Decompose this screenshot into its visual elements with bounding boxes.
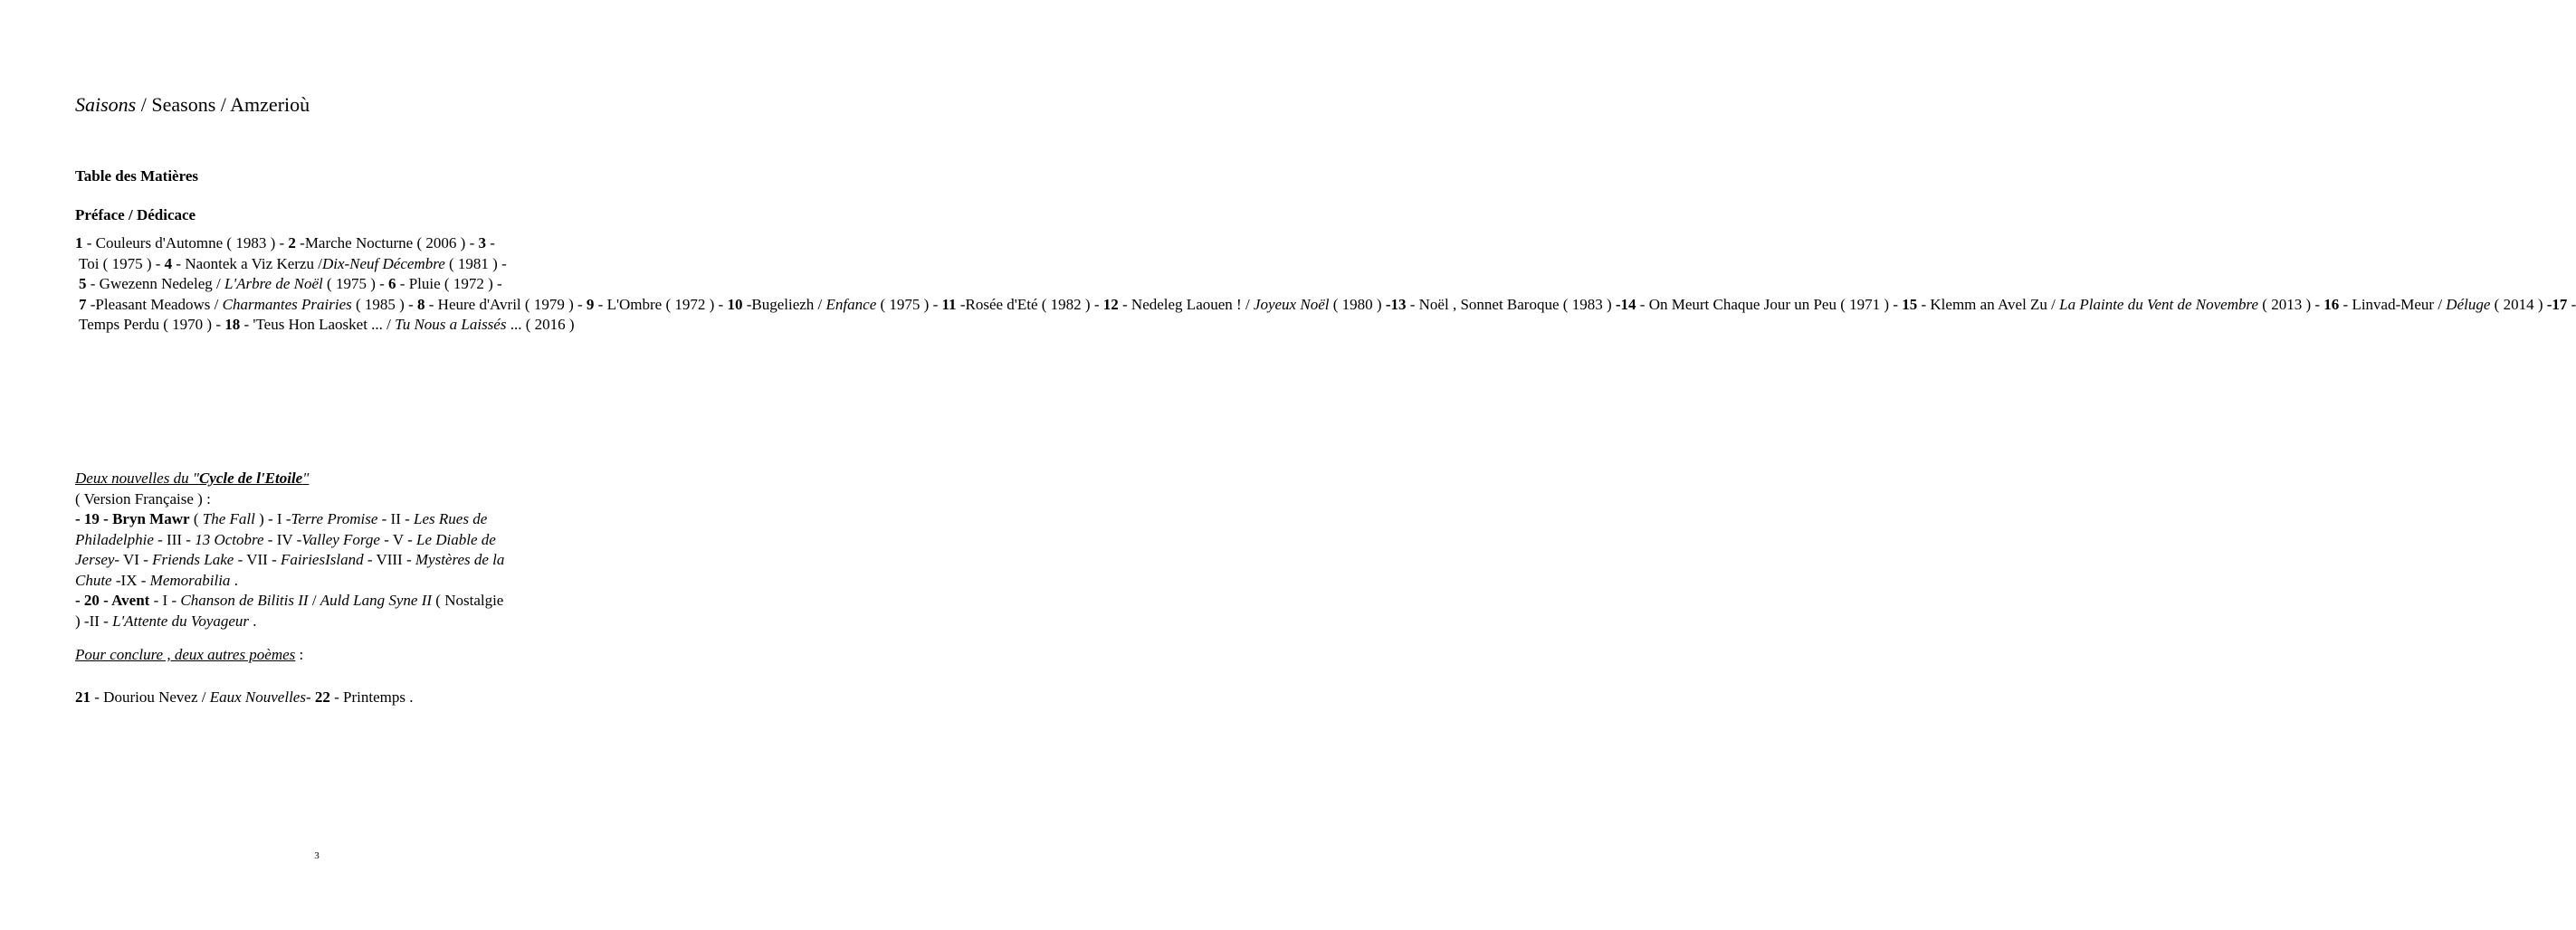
- title-saisons: Saisons: [75, 93, 137, 116]
- toc-line: 5 - Gwezenn Nedeleg / L'Arbre de Noël ( 1975 ) - 6 - Pluie ( 1972 ) -: [79, 275, 502, 292]
- story-19-line: - 19 - Bryn Mawr ( The Fall ) - I -Terre Promise - II - Les Rues de: [75, 510, 488, 527]
- story-19-line: Philadelphie - III - 13 Octobre - IV -Valley Forge - V - Le Diable de: [75, 530, 496, 548]
- cycle-section: [75, 469, 564, 631]
- poems-list: [75, 233, 2576, 336]
- toc-line: 21 - Douriou Nevez / Eaux Nouvelles- 22 - Printemps .: [75, 688, 414, 706]
- toc-heading: Table des Matières: [75, 167, 198, 185]
- title-seasons: Seasons: [151, 93, 216, 116]
- toc-line: Toi ( 1975 ) - 4 - Naontek a Viz Kerzu /Dix-Neuf Décembre ( 1981 ) -: [79, 254, 507, 272]
- title-amzeriou: Amzerioù: [230, 93, 310, 116]
- conclusion-heading: [75, 645, 564, 666]
- title-separator: /: [136, 93, 152, 116]
- toc-line: Temps Perdu ( 1970 ) - 18 - 'Teus Hon Laosket ... / Tu Nous a Laissés ... ( 2016 ): [79, 316, 575, 333]
- story-19-line: Jersey- VI - Friends Lake - VII - FairiesIsland - VIII - Mystères de la: [75, 551, 505, 568]
- cycle-version: ( Version Française ) :: [75, 489, 211, 508]
- cycle-heading: Deux nouvelles du "Cycle de l'Etoile": [75, 470, 310, 487]
- story-20-line: ) -II - L'Attente du Voyageur .: [75, 612, 257, 630]
- conclusion-colon: :: [295, 646, 304, 663]
- title-separator: /: [215, 93, 231, 116]
- toc-line: 7 -Pleasant Meadows / Charmantes Prairies ( 1985 ) - 8 - Heure d'Avril ( 1979 ) - 9 - L'Ombre ( 1972 ) - 10 -Bugeliezh / Enfance ( 1975 ) - 11 -Rosée d'Eté ( 1982 ) - 12 - Nedeleg Laouen ! / Joyeux Noël ( 1980 ) -13 - Noël , Sonnet Baroque ( 1983 ) -14 - On Meurt Chaque Jour un Peu ( 1971 ) - 15 - Klemm an Avel Zu / La Plainte du Vent de Novembre ( 2013 ) - 16 - Linvad-Meur / Déluge ( 2014 ) -17 -: [79, 295, 2576, 313]
- preface-heading: Préface / Dédicace: [75, 206, 196, 223]
- conclusion-items: [75, 688, 564, 708]
- document-title: [75, 92, 310, 118]
- conclusion-heading-text: Pour conclure , deux autres poèmes: [75, 646, 296, 663]
- story-19-line: Chute -IX - Memorabilia .: [75, 571, 238, 589]
- toc-line: 1 - Couleurs d'Automne ( 1983 ) - 2 -Marche Nocturne ( 2006 ) - 3 -: [75, 234, 495, 251]
- page-number: 3: [314, 850, 320, 861]
- story-20-line: - 20 - Avent - I - Chanson de Bilitis II / Auld Lang Syne II ( Nostalgie: [75, 592, 504, 609]
